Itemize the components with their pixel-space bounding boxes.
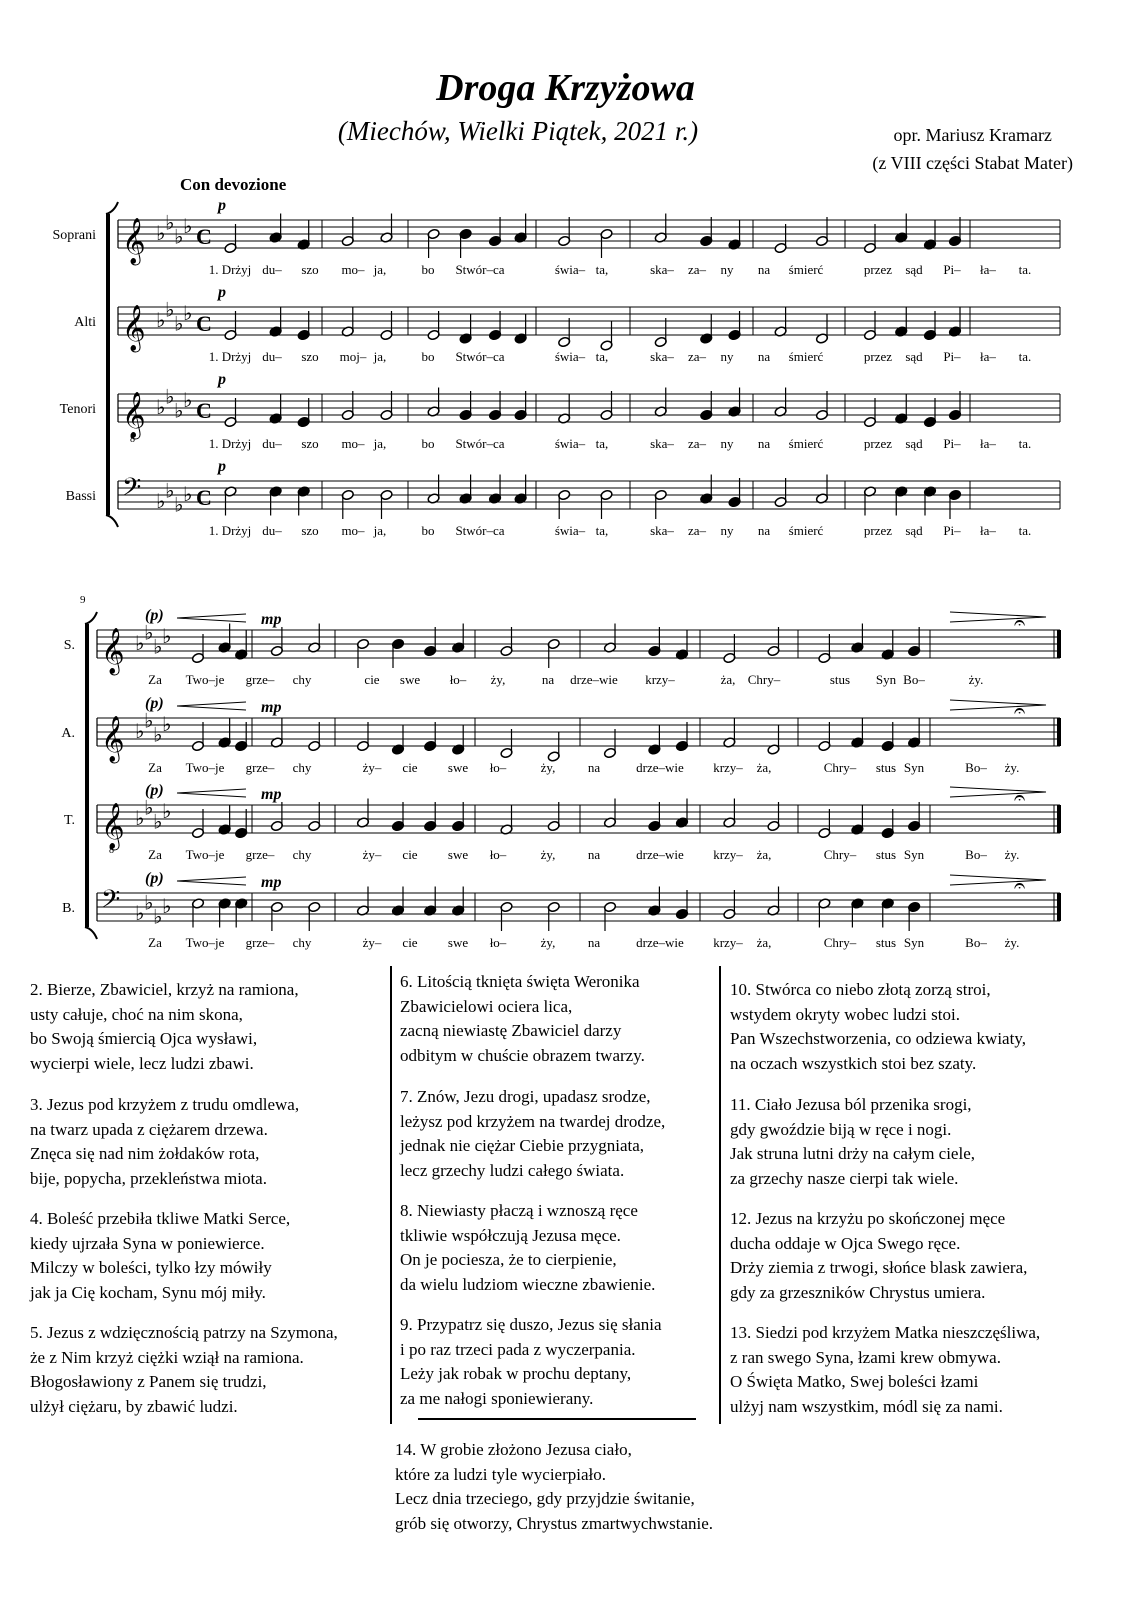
tempo-marking: Con devozione [180,175,287,194]
lyric-syllable: 1. Drżyj [208,436,252,451]
lyric-syllable: Chry– [823,847,857,862]
lyric-syllable: Two–je [185,760,225,775]
lyric-syllable: świa– [554,262,586,277]
lyric-syllable: krzy– [713,760,743,775]
octave-marker: 8 [130,434,135,445]
lyric-syllable: Syn [903,760,925,775]
lyric-syllable: ta, [595,523,609,538]
fermata-icon: 𝄐 [1014,700,1026,722]
lyric-syllable: ła– [980,523,996,538]
lyric-syllable: ło– [489,760,507,775]
final-barline-thick [1057,805,1061,833]
voice-label: Alti [74,315,96,330]
lyric-syllable: bo [421,523,435,538]
measure-number: 9 [80,594,86,606]
lyric-syllable: grze– [245,935,275,950]
lyric-syllable: ży, [540,760,556,775]
lyric-syllable: Pi– [943,262,961,277]
flat-icon: ♭ [135,808,145,830]
lyric-syllable: krzy– [713,847,743,862]
lyric-syllable: Bo– [965,935,987,950]
lyric-syllable: szo [301,349,319,364]
treble-clef-icon: 𝄞 [101,716,125,761]
lyric-syllable: ło– [489,935,507,950]
stanza-14: 14. W grobie złożono Jezusa ciało, które za ludzi tyle wycierpiało. Lecz dnia trzeciego, gdy przyjdzie świtanie, grób się otworzy, Chrystus zmartwychwstanie. [395,1440,714,1533]
voice-label: T. [63,813,75,828]
lyric-syllable: śmierć [788,262,824,277]
lyric-syllable: na [757,262,771,277]
bracket-hook-bottom [106,515,118,527]
lyric-syllable: szo [301,523,319,538]
lyric-syllable: mo– [341,436,365,451]
lyric-syllable: grze– [245,847,275,862]
system-bracket [85,624,89,927]
lyric-syllable: na [587,935,601,950]
time-signature: C [196,311,212,336]
decrescendo-hairpin [950,787,1046,797]
lyric-syllable: ta. [1018,349,1032,364]
lyric-syllable: Stwór–ca [455,349,505,364]
lyric-syllable: ta, [595,349,609,364]
lyric-syllable: ży– [362,935,382,950]
voice-label: Tenori [59,402,96,417]
lyric-syllable: swe [399,672,421,687]
lyric-syllable: ło– [449,672,467,687]
lyric-syllable: śmierć [788,349,824,364]
lyric-syllable: 1. Drżyj [208,262,252,277]
lyric-syllable: ży, [540,935,556,950]
flat-icon: ♭ [153,724,163,747]
flat-icon: ♭ [174,400,184,423]
lyric-syllable: ła– [980,262,996,277]
lyric-syllable: Bo– [965,760,987,775]
lyric-syllable: za– [687,349,707,364]
crescendo-hairpin [177,614,246,622]
voice-label: S. [63,638,75,653]
lyric-syllable: swe [447,847,469,862]
lyric-syllable: ja, [373,436,387,451]
bracket-hook-top [85,612,97,624]
lyric-syllable: ta. [1018,262,1032,277]
stanza-6: 6. Litością tknięta święta Weronika Zbawicielowi ociera lica, zacną niewiastę Zbawiciel darzy odbitym w chuście obrazem twarzy. [400,972,645,1065]
column-divider-left [390,966,392,1424]
lyric-syllable: na [541,672,555,687]
dynamic-marking: mp [261,699,282,716]
lyric-syllable: ska– [650,523,674,538]
crescendo-hairpin [177,877,246,885]
lyric-syllable: ży, [540,847,556,862]
lyric-syllable: szo [301,436,319,451]
lyric-syllable: śmierć [788,436,824,451]
lyric-syllable: chy [292,760,312,775]
arranger: opr. Mariusz Kramarz [893,125,1052,145]
lyric-syllable: za– [687,523,707,538]
lyric-syllable: bo [421,262,435,277]
lyric-syllable: bo [421,436,435,451]
dynamic-marking: (p) [145,782,164,799]
bracket-hook-top [106,202,118,214]
lyric-syllable: cie [402,847,418,862]
flat-icon: ♭ [183,216,193,238]
flat-icon: ♭ [153,636,163,659]
dynamic-marking: (p) [145,607,164,624]
final-barline-thick [1057,630,1061,658]
flat-icon: ♭ [183,390,193,412]
lyric-syllable: przez [863,262,893,277]
lyric-syllable: cie [402,760,418,775]
lyric-syllable: świa– [554,349,586,364]
lyric-syllable: sąd [905,262,923,277]
lyric-syllable: za– [687,436,707,451]
flat-icon: ♭ [162,801,172,823]
stanza-2: 2. Bierze, Zbawiciel, krzyż na ramiona, usty całuje, choć na nim skona, bo Swoją śmiercią Ojca wysławi, wycierpi wiele, lecz ludzi zbawi. [30,980,299,1073]
decrescendo-hairpin [950,700,1046,710]
lyric-syllable: szo [301,262,319,277]
time-signature: C [196,485,212,510]
lyric-syllable: na [587,847,601,862]
dynamic-marking: p [218,458,226,475]
lyric-syllable: Syn [903,935,925,950]
lyric-syllable: cie [402,935,418,950]
lyric-syllable: Za [148,935,162,950]
dynamic-marking: mp [261,611,282,628]
time-signature: C [196,224,212,249]
flat-icon: ♭ [183,484,193,506]
lyric-syllable: na [587,760,601,775]
lyric-syllable: Chry– [823,935,857,950]
stanza-4: 4. Boleść przebiła tkliwe Matki Serce, kiedy ujrzała Syna w poniewierce. Milczy w boleści, tylko łzy mówiły jak ja Cię kocham, Synu mój miły. [30,1209,291,1302]
system-bracket [106,214,110,515]
flat-icon: ♭ [165,480,175,503]
lyric-syllable: Stwór–ca [455,262,505,277]
bass-clef-icon: 𝄢 [101,886,121,919]
lyric-syllable: Two–je [185,672,225,687]
lyric-syllable: świa– [554,523,586,538]
lyric-syllable: Syn [875,672,897,687]
flat-icon: ♭ [144,622,154,645]
flat-icon: ♭ [174,226,184,249]
flat-icon: ♭ [162,626,172,648]
voice-label: A. [61,726,75,741]
lyric-syllable: sąd [905,349,923,364]
lyric-syllable: na [757,523,771,538]
lyric-syllable: du– [262,523,282,538]
lyric-syllable: Two–je [185,935,225,950]
dynamic-marking: (p) [145,695,164,712]
lyric-syllable: Pi– [943,436,961,451]
lyric-syllable: chy [292,672,312,687]
page-title: Droga Krzyżowa [436,67,695,109]
flat-icon: ♭ [156,310,166,332]
lyric-syllable: ska– [650,436,674,451]
stanza-9: 9. Przypatrz się duszo, Jezus się słania i po raz trzeci pada z wyczerpania. Leży jak robak w prochu deptany, za me nałogi sponiewierany. [400,1315,662,1408]
lyric-syllable: ło– [489,847,507,862]
lyric-syllable: ny [720,436,734,451]
treble-clef-icon: 𝄞 [101,628,125,673]
treble-clef-icon: 𝄞 [101,803,125,848]
lyric-syllable: świa– [554,436,586,451]
dynamic-marking: p [218,371,226,388]
lyric-syllable: mo– [341,523,365,538]
flat-icon: ♭ [144,797,154,820]
stanza-10: 10. Stwórca co niebo złotą zorzą stroi, wstydem okryty wobec ludzi stoi. Pan Wszechstworzenia, co odziewa kwiaty, na oczach wszystkich stoi bez szaty. [730,980,1026,1073]
voice-label: B. [62,901,75,916]
flat-icon: ♭ [135,721,145,743]
lyric-syllable: ża, [756,935,772,950]
lyric-syllable: ta, [595,436,609,451]
flat-icon: ♭ [153,906,163,929]
flat-icon: ♭ [162,714,172,736]
flat-icon: ♭ [156,397,166,419]
lyric-syllable: ska– [650,349,674,364]
lyric-syllable: sąd [905,436,923,451]
lyric-syllable: swe [447,935,469,950]
lyric-syllable: Stwór–ca [455,523,505,538]
lyric-syllable: ła– [980,349,996,364]
lyric-syllable: Chry– [747,672,781,687]
lyric-syllable: przez [863,523,893,538]
lyric-syllable: ja, [373,262,387,277]
treble-clef-icon: 𝄞 [122,305,146,350]
lyric-syllable: za– [687,262,707,277]
fermata-icon: 𝄐 [1014,875,1026,897]
dynamic-marking: p [218,197,226,214]
lyric-syllable: ża, [720,672,736,687]
lyric-syllable: Stwór–ca [455,436,505,451]
dynamic-marking: p [218,284,226,301]
decrescendo-hairpin [950,612,1046,622]
flat-icon: ♭ [165,212,175,235]
lyric-syllable: drze–wie [636,935,684,950]
voice-label: Soprani [52,228,96,243]
lyric-syllable: grze– [245,760,275,775]
stanza-13: 13. Siedzi pod krzyżem Matka nieszczęśliwa, z ran swego Syna, łzami krew obmywa. O Święta Matko, Swej boleści łzami ulżyj nam wszystkim, módl się za nami. [730,1323,1041,1416]
lyric-syllable: bo [421,349,435,364]
flat-icon: ♭ [174,494,184,517]
lyric-syllable: krzy– [645,672,675,687]
bracket-hook-bottom [85,927,97,939]
lyric-syllable: ła– [980,436,996,451]
lyric-syllable: sąd [905,523,923,538]
flat-icon: ♭ [165,386,175,409]
stanza-11: 11. Ciało Jezusa ból przenika srogi, gdy gwoździe biją w ręce i nogi. Jak struna lutni drży na całym ciele, za grzechy nasze cierpi tak wiele. [730,1095,975,1188]
lyric-syllable: grze– [245,672,275,687]
stanza-7: 7. Znów, Jezu drogi, upadasz srodze, leżysz pod krzyżem na twardej drodze, jednak nie ciężar Ciebie przygniata, lecz grzechy ludzi całego świata. [400,1087,666,1180]
lyric-syllable: Bo– [965,847,987,862]
lyric-syllable: drze–wie [570,672,618,687]
dynamic-marking: mp [261,874,282,891]
lyric-syllable: ży– [362,760,382,775]
flat-icon: ♭ [156,491,166,513]
lyric-syllable: chy [292,847,312,862]
flat-icon: ♭ [183,303,193,325]
lyric-syllable: ja, [373,349,387,364]
stanza-8: 8. Niewiasty płaczą i wznoszą ręce tkliwie współczują Jezusa męce. On je pociesza, że to cierpienie, da wielu ludziom wieczne zbawienie. [400,1201,656,1294]
lyric-syllable: cie [364,672,380,687]
crescendo-hairpin [177,702,246,710]
lyric-syllable: ża, [756,760,772,775]
lyric-syllable: Two–je [185,847,225,862]
lyric-syllable: ży, [490,672,506,687]
flat-icon: ♭ [135,633,145,655]
lyric-syllable: Chry– [823,760,857,775]
lyric-syllable: ny [720,349,734,364]
lyric-syllable: moj– [339,349,367,364]
lyric-syllable: 1. Drżyj [208,523,252,538]
flat-icon: ♭ [156,223,166,245]
lyric-syllable: ża, [756,847,772,862]
lyric-syllable: stus [875,935,897,950]
lyric-syllable: przez [863,349,893,364]
divider-line [418,1418,696,1420]
lyric-syllable: drze–wie [636,760,684,775]
time-signature: C [196,398,212,423]
flat-icon: ♭ [153,811,163,834]
lyric-syllable: stus [829,672,851,687]
flat-icon: ♭ [144,710,154,733]
flat-icon: ♭ [144,892,154,915]
lyric-syllable: drze–wie [636,847,684,862]
lyric-syllable: Pi– [943,523,961,538]
lyric-syllable: ny [720,523,734,538]
stanza-3: 3. Jezus pod krzyżem z trudu omdlewa, na twarz upada z ciężarem drzewa. Znęca się nad nim żołdaków rota, bije, popycha, przekleństwa miota. [30,1095,300,1188]
lyric-syllable: Syn [903,847,925,862]
lyric-syllable: stus [875,847,897,862]
fermata-icon: 𝄐 [1014,787,1026,809]
lyric-syllable: ta. [1018,436,1032,451]
lyric-syllable: ny [720,262,734,277]
octave-marker: 8 [109,845,114,856]
final-barline-thick [1057,893,1061,921]
subtitle: (Miechów, Wielki Piątek, 2021 r.) [337,116,699,146]
flat-icon: ♭ [174,313,184,336]
lyric-syllable: ży. [1004,760,1020,775]
lyric-syllable: ta, [595,262,609,277]
lyric-syllable: Za [148,760,162,775]
crescendo-hairpin [177,789,246,797]
lyric-syllable: śmierć [788,523,824,538]
lyric-syllable: du– [262,262,282,277]
lyric-syllable: przez [863,436,893,451]
lyric-syllable: du– [262,436,282,451]
stanza-12: 12. Jezus na krzyżu po skończonej męce ducha oddaje w Ojca Swego ręce. Drży ziemia z trwogi, słońce blask zawiera, gdy za grzeszników Chrystus umiera. [730,1209,1028,1302]
lyric-syllable: ży. [1004,935,1020,950]
lyric-syllable: krzy– [713,935,743,950]
flat-icon: ♭ [135,903,145,925]
source-note: (z VIII części Stabat Mater) [872,153,1073,173]
lyric-syllable: na [757,349,771,364]
lyric-syllable: ta. [1018,523,1032,538]
stanza-5: 5. Jezus z wdzięcznością patrzy na Szymona, że z Nim krzyż ciężki wziął na ramiona. Błogosławiony z Panem się trudzi, ulżył ciężaru, by zbawić ludzi. [30,1323,338,1416]
voice-label: Bassi [65,489,96,504]
lyric-syllable: ży. [1004,847,1020,862]
flat-icon: ♭ [165,299,175,322]
lyric-syllable: ży– [362,847,382,862]
fermata-icon: 𝄐 [1014,612,1026,634]
lyric-syllable: swe [447,760,469,775]
treble-clef-icon: 𝄞 [122,218,146,263]
lyric-syllable: ży. [968,672,984,687]
lyric-syllable: Pi– [943,349,961,364]
lyric-syllable: Za [148,847,162,862]
treble-clef-icon: 𝄞 [122,392,146,437]
lyric-syllable: na [757,436,771,451]
column-divider-right [719,966,721,1424]
lyric-syllable: Bo– [903,672,925,687]
final-barline-thick [1057,718,1061,746]
lyric-syllable: ska– [650,262,674,277]
decrescendo-hairpin [950,875,1046,885]
dynamic-marking: mp [261,786,282,803]
lyric-syllable: 1. Drżyj [208,349,252,364]
flat-icon: ♭ [162,896,172,918]
bass-clef-icon: 𝄢 [122,474,142,507]
lyric-syllable: mo– [341,262,365,277]
lyric-syllable: stus [875,760,897,775]
lyric-syllable: Za [148,672,162,687]
lyric-syllable: chy [292,935,312,950]
lyric-syllable: du– [262,349,282,364]
lyric-syllable: ja, [373,523,387,538]
dynamic-marking: (p) [145,870,164,887]
